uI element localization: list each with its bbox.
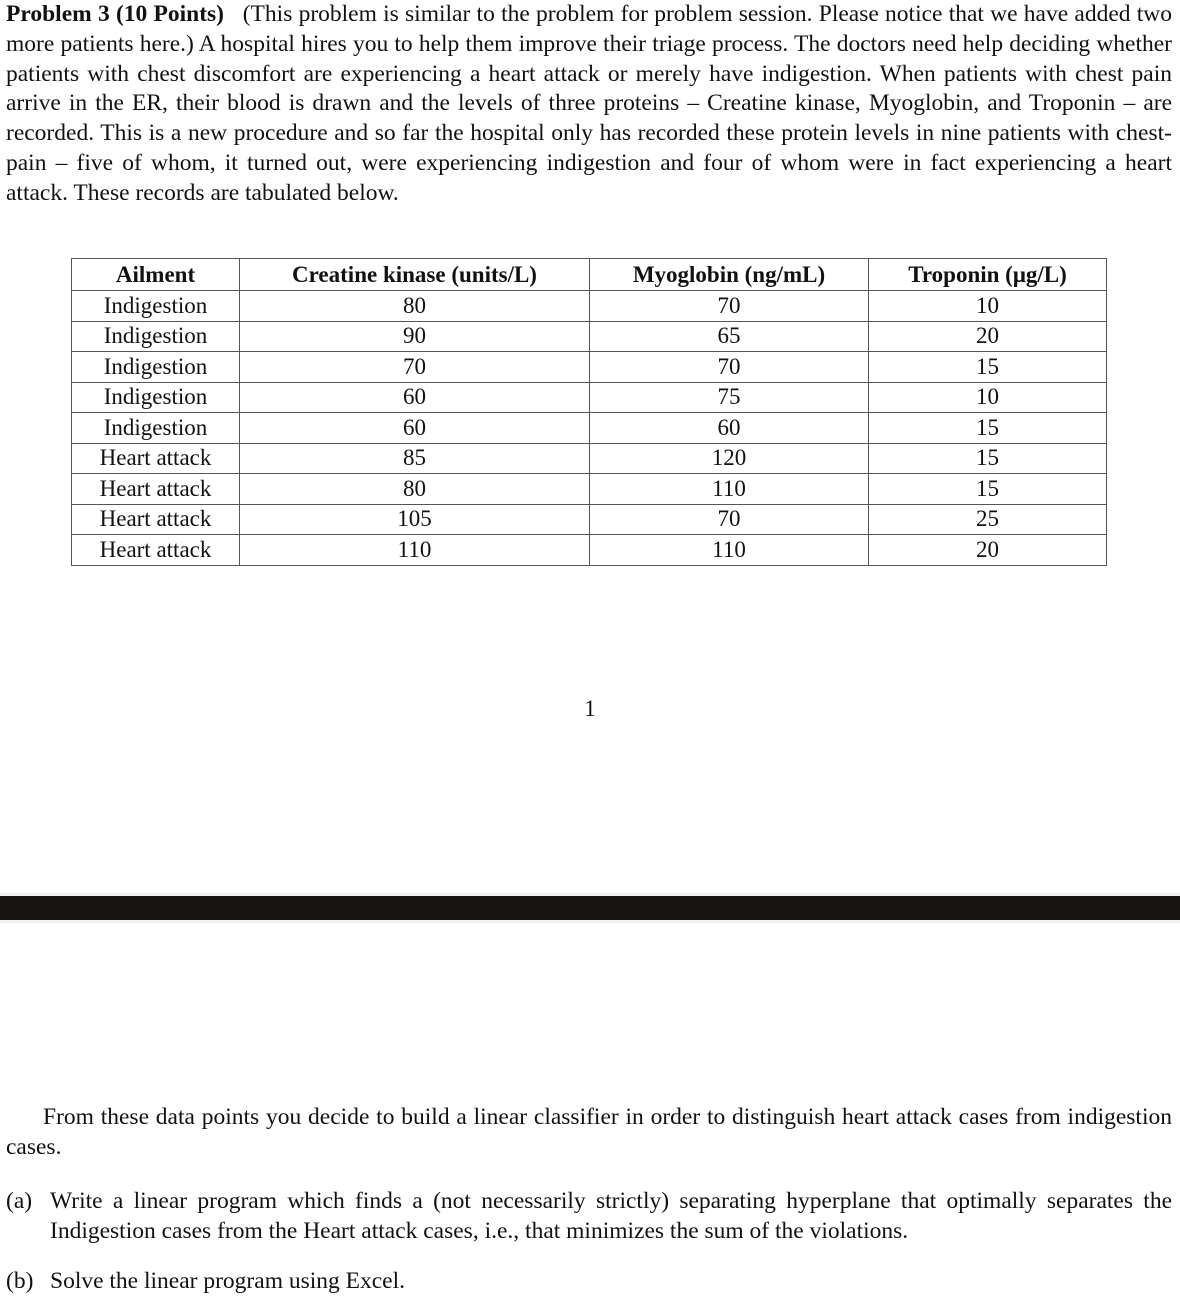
header-creatine-kinase: Creatine kinase (units/L) [240,259,590,291]
part-b [6,1267,1172,1297]
cell-myoglobin: 120 [590,443,869,474]
cell-creatine-kinase: 80 [240,474,590,505]
cell-myoglobin: 70 [590,352,869,383]
cell-ailment: Indigestion [72,321,240,352]
cell-troponin: 15 [869,474,1107,505]
problem-statement [6,0,1172,209]
table-row [72,443,1107,474]
table-row [72,352,1107,383]
part-b-label: (b) [6,1268,34,1294]
continuation-text: From these data points you decide to build a linear classifier in order to distinguish heart attack cases from indigestion cases. [6,1104,1172,1160]
table-row [72,474,1107,505]
cell-creatine-kinase: 105 [240,504,590,535]
cell-myoglobin: 70 [590,504,869,535]
part-b-text: Solve the linear program using Excel. [50,1268,406,1294]
part-a-label: (a) [6,1188,33,1214]
header-ailment: Ailment [72,259,240,291]
cell-ailment: Heart attack [72,474,240,505]
cell-creatine-kinase: 60 [240,382,590,413]
cell-creatine-kinase: 90 [240,321,590,352]
table-row [72,382,1107,413]
cell-creatine-kinase: 110 [240,535,590,566]
table-row [72,535,1107,566]
cell-creatine-kinase: 80 [240,291,590,322]
table-header-row [72,259,1107,291]
cell-myoglobin: 110 [590,474,869,505]
cell-creatine-kinase: 70 [240,352,590,383]
problem-heading: Problem 3 (10 Points) [6,1,225,27]
table-row [72,321,1107,352]
cell-ailment: Indigestion [72,382,240,413]
cell-myoglobin: 70 [590,291,869,322]
cell-ailment: Indigestion [72,291,240,322]
cell-troponin: 20 [869,535,1107,566]
page-separator-bar [0,896,1180,920]
cell-myoglobin: 75 [590,382,869,413]
cell-ailment: Indigestion [72,413,240,444]
problem-intro: (This problem is similar to the problem for problem session. Please notice that we have added two more patients here.) A hospital hires you to help them improve their triage process. The doctors need help deciding whether patients with chest discomfort are experiencing a heart attack or merely have indigestion. When patients with chest pain arrive in the ER, their blood is drawn and the levels of three proteins – Creatine kinase, Myoglobin, and Troponin – are recorded. This is a new procedure and so far the hospital only has recorded these protein levels in nine patients with chest-pain – five of whom, it turned out, were experiencing indigestion and four of whom were in fact experiencing a heart attack. These records are tabulated below. [6,1,1173,206]
part-a-text: Write a linear program which finds a (not necessarily strictly) separating hyperplane that optimally separates the Indigestion cases from the Heart attack cases, i.e., that minimizes the sum of the violations. [50,1188,1172,1244]
header-troponin: Troponin (μg/L) [869,259,1107,291]
cell-troponin: 20 [869,321,1107,352]
table-row [72,504,1107,535]
cell-myoglobin: 60 [590,413,869,444]
cell-troponin: 15 [869,352,1107,383]
table-row [72,291,1107,322]
protein-levels-table [71,258,1107,566]
cell-myoglobin: 110 [590,535,869,566]
cell-ailment: Heart attack [72,535,240,566]
cell-ailment: Indigestion [72,352,240,383]
cell-troponin: 25 [869,504,1107,535]
header-myoglobin: Myoglobin (ng/mL) [590,259,869,291]
part-a [6,1187,1172,1247]
cell-creatine-kinase: 85 [240,443,590,474]
cell-troponin: 10 [869,291,1107,322]
cell-troponin: 15 [869,443,1107,474]
cell-ailment: Heart attack [72,504,240,535]
cell-creatine-kinase: 60 [240,413,590,444]
cell-ailment: Heart attack [72,443,240,474]
table-row [72,413,1107,444]
cell-myoglobin: 65 [590,321,869,352]
page-number: 1 [584,696,596,721]
cell-troponin: 10 [869,382,1107,413]
cell-troponin: 15 [869,413,1107,444]
